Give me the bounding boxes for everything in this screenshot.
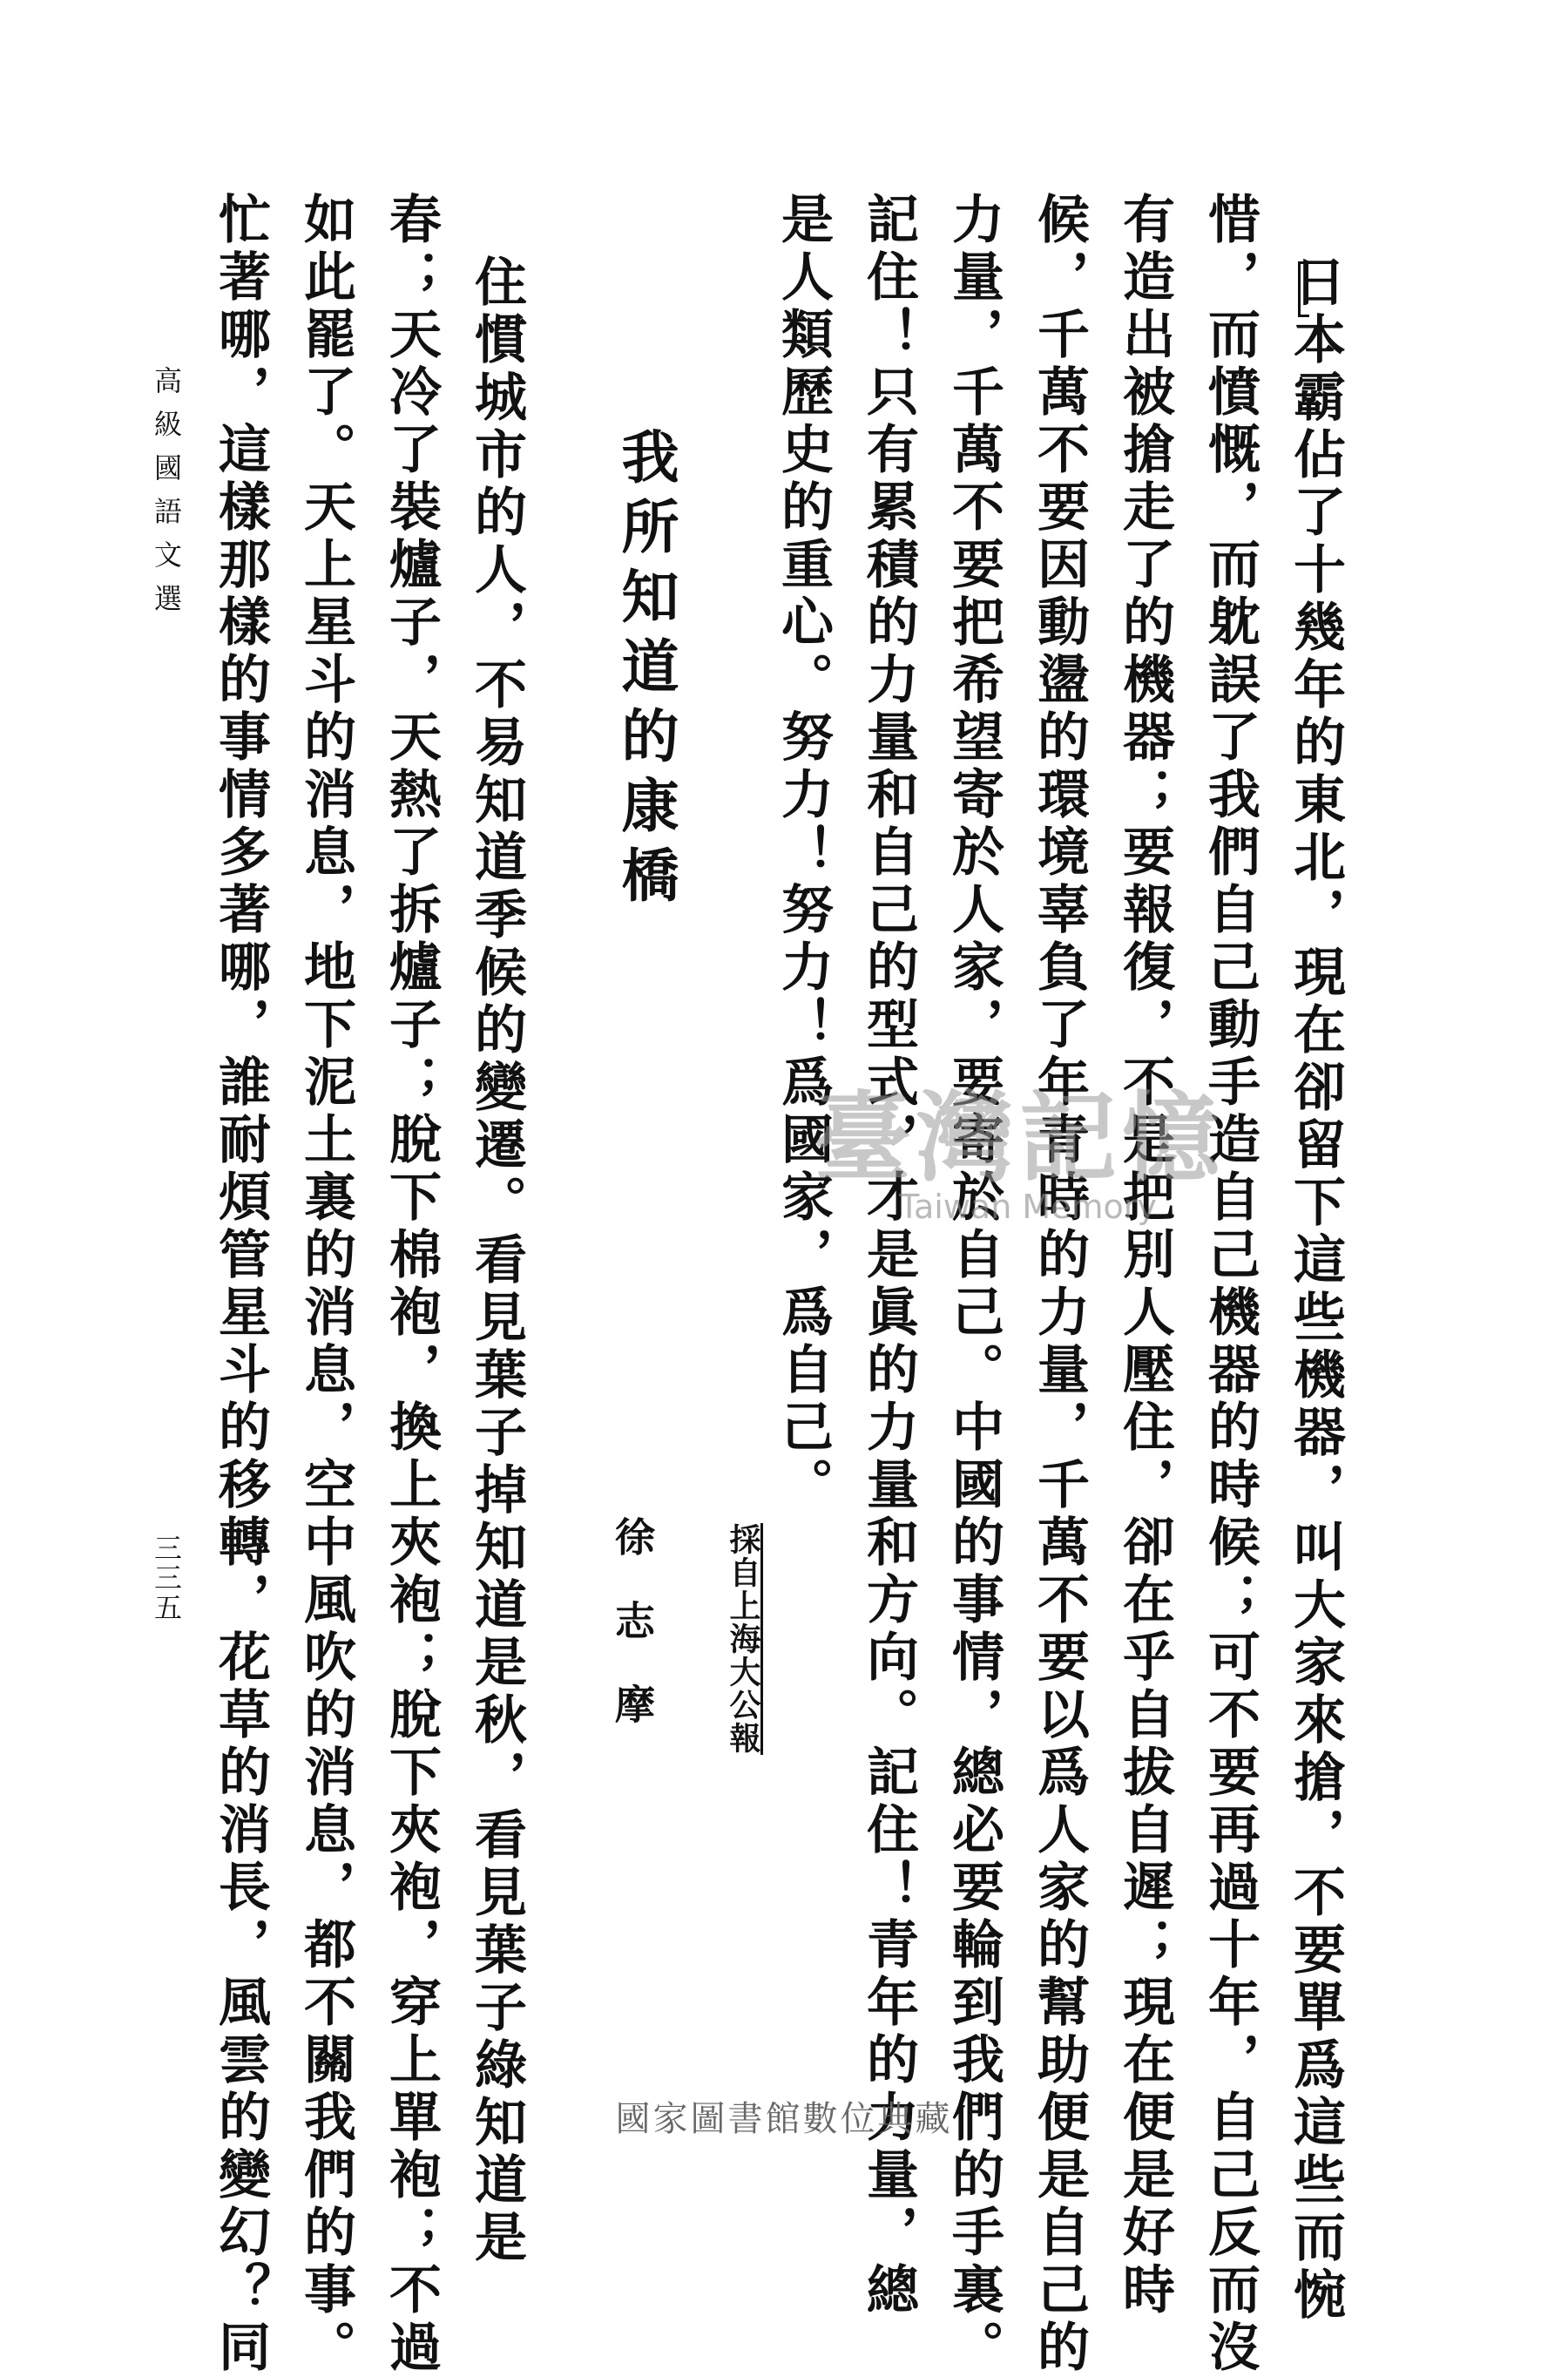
article-author: 徐志摩 <box>609 1516 656 1767</box>
article-title: 我所知道的康橋 <box>612 427 679 915</box>
watermark-sub-text: Taiwan Memory <box>899 1188 1157 1226</box>
taiwan-memory-watermark <box>775 1080 1263 1229</box>
article-column-3: 如此罷了。天上星斗的消息，地下泥土裏的消息，空中風吹的消息，都不關我們的事。 <box>295 192 356 2377</box>
article-column-2: 春；天冷了裝爐子，天熱了拆爐子；脫下棉袍，換上夾袍；脫下夾袍，穿上單袍；不過 <box>381 192 442 2377</box>
text-column-7: 是人類歷史的重心。努力！努力！爲國家，爲自己。 <box>773 192 834 1514</box>
source-attribution: 採自上海大公報 <box>725 1523 761 1755</box>
text-column-6: 記住！只有累積的力量和自己的型式，才是眞的力量和方向。記住！青年的力量，總 <box>858 192 919 2319</box>
article-column-4: 忙著哪，這樣那樣的事情多著哪，誰耐煩管星斗的移轉，花草的消長，風雲的變幻？同 <box>210 192 271 2377</box>
article-column-1: 住慣城市的人，不易知道季候的變遷。看見葉子掉知道是秋，看見葉子綠知道是 <box>466 254 527 2267</box>
text-column-5: 力量，千萬不要把希望寄於人家，要寄於自己。中國的事情，總必要輪到我們的手裏。 <box>943 192 1004 2377</box>
text-column-2: 惜，而憤慨，而躭誤了我們自己動手造自己機器的時候；可不要再過十年，自己反而沒 <box>1200 192 1260 2377</box>
text-column-1: 日本霸佔了十幾年的東北，現在卻留下這些機器，叫大家來搶，不要單爲這些而惋 <box>1285 254 1346 2325</box>
page-number: 三三五 <box>150 1534 183 1622</box>
watermark-main-text: 臺灣記憶 <box>814 1081 1225 1195</box>
library-footer: 國家圖書館數位典藏 <box>615 2099 953 2139</box>
text-column-4: 候，千萬不要因動盪的環境辜負了年青時的力量，千萬不要以爲人家的幫助便是自己的 <box>1029 192 1090 2377</box>
edit-bracket-mark <box>1298 261 1309 317</box>
running-head: 高級國語文選 <box>150 366 183 627</box>
text-column-3: 有造出被搶走了的機器；要報復，不是把別人壓住，卻在乎自拔自遲；現在便是好時 <box>1114 192 1175 2319</box>
